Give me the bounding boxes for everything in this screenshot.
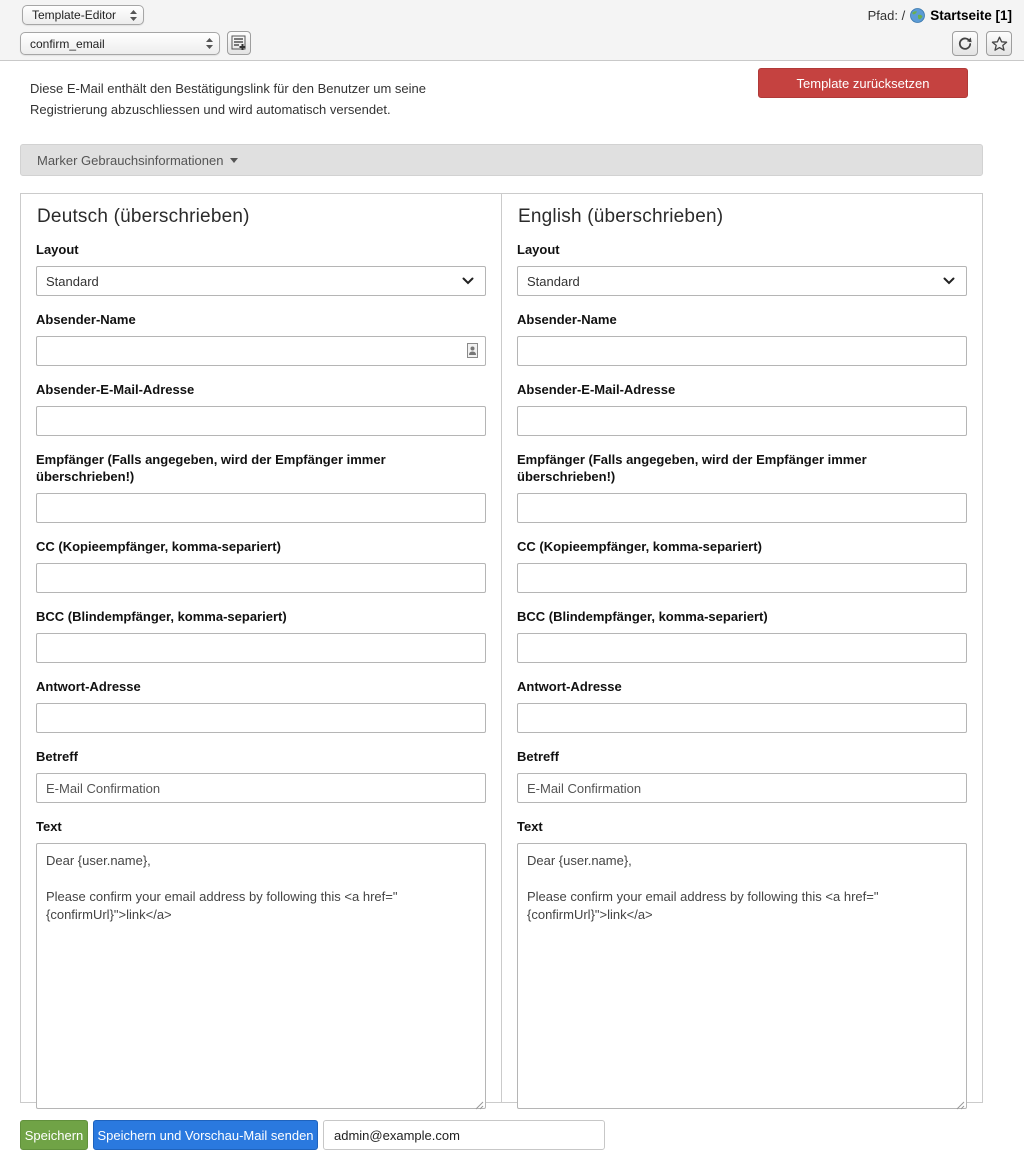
description-line-1: Diese E-Mail enthält den Bestätigungslink für den Benutzer um seine bbox=[30, 81, 426, 96]
layout-select-value: Standard bbox=[527, 273, 580, 289]
subject-label: Betreff bbox=[517, 749, 559, 764]
page-title[interactable]: Startseite [1] bbox=[930, 8, 1012, 23]
template-description bbox=[30, 78, 490, 120]
module-select[interactable] bbox=[22, 5, 144, 25]
text-label: Text bbox=[517, 819, 543, 834]
bcc-input[interactable] bbox=[517, 633, 967, 663]
sender-name-label: Absender-Name bbox=[517, 312, 617, 327]
chevron-down-icon bbox=[943, 277, 955, 285]
bcc-label: BCC (Blindempfänger, komma-separiert) bbox=[517, 609, 768, 624]
save-preview-button[interactable]: Speichern und Vorschau-Mail senden bbox=[93, 1120, 318, 1150]
reply-to-label: Antwort-Adresse bbox=[517, 679, 622, 694]
column-deutsch bbox=[21, 194, 502, 1102]
select-updown-icon bbox=[129, 9, 138, 22]
reset-template-button[interactable]: Template zurücksetzen bbox=[758, 68, 968, 98]
layout-label: Layout bbox=[517, 242, 560, 257]
layout-select[interactable] bbox=[517, 266, 967, 296]
globe-icon bbox=[910, 8, 925, 23]
select-updown-icon bbox=[205, 37, 214, 50]
cc-input[interactable] bbox=[517, 563, 967, 593]
star-icon bbox=[991, 36, 1008, 52]
layout-field bbox=[517, 241, 967, 296]
layout-select[interactable] bbox=[36, 266, 486, 296]
cc-label: CC (Kopieempfänger, komma-separiert) bbox=[36, 539, 281, 554]
bookmark-button[interactable] bbox=[986, 31, 1012, 56]
text-label: Text bbox=[36, 819, 62, 834]
reply-to-input[interactable] bbox=[36, 703, 486, 733]
bcc-label: BCC (Blindempfänger, komma-separiert) bbox=[36, 609, 287, 624]
cc-label: CC (Kopieempfänger, komma-separiert) bbox=[517, 539, 762, 554]
layout-label: Layout bbox=[36, 242, 79, 257]
new-template-button[interactable] bbox=[227, 31, 251, 55]
subject-input[interactable] bbox=[517, 773, 967, 803]
breadcrumb bbox=[868, 8, 1012, 23]
subject-input[interactable] bbox=[36, 773, 486, 803]
description-line-2: Registrierung abzuschliessen und wird automatisch versendet. bbox=[30, 102, 391, 117]
sender-name-input[interactable] bbox=[517, 336, 967, 366]
chevron-down-icon bbox=[462, 277, 474, 285]
caret-down-icon bbox=[230, 158, 238, 163]
save-button[interactable]: Speichern bbox=[20, 1120, 88, 1150]
cc-input[interactable] bbox=[36, 563, 486, 593]
layout-field bbox=[36, 241, 486, 296]
reply-to-input[interactable] bbox=[517, 703, 967, 733]
sender-name-label: Absender-Name bbox=[36, 312, 136, 327]
path-label: Pfad: / bbox=[867, 8, 906, 23]
column-english bbox=[502, 194, 982, 1102]
recipient-input[interactable] bbox=[517, 493, 967, 523]
layout-select-value: Standard bbox=[46, 273, 99, 289]
template-select[interactable] bbox=[20, 32, 220, 55]
template-select-value: confirm_email bbox=[30, 36, 105, 51]
column-heading: Deutsch (überschrieben) bbox=[37, 206, 250, 227]
module-select-value: Template-Editor bbox=[32, 8, 117, 22]
recipient-label: Empfänger (Falls angegeben, wird der Empfänger immer überschrieben!) bbox=[517, 452, 867, 484]
new-template-icon bbox=[231, 35, 247, 51]
sender-email-input[interactable] bbox=[36, 406, 486, 436]
marker-info-dropdown[interactable] bbox=[20, 144, 983, 176]
recipient-label: Empfänger (Falls angegeben, wird der Empfänger immer überschrieben!) bbox=[36, 452, 386, 484]
email-text-textarea[interactable] bbox=[36, 843, 486, 1109]
refresh-button[interactable] bbox=[952, 31, 978, 56]
sender-name-input[interactable] bbox=[36, 336, 486, 366]
sender-email-label: Absender-E-Mail-Adresse bbox=[517, 382, 676, 397]
footer-actions bbox=[20, 1120, 605, 1150]
sender-email-input[interactable] bbox=[517, 406, 967, 436]
subject-label: Betreff bbox=[36, 749, 78, 764]
refresh-icon bbox=[957, 36, 973, 52]
top-toolbar bbox=[0, 0, 1024, 61]
recipient-input[interactable] bbox=[36, 493, 486, 523]
marker-info-label: Marker Gebrauchsinformationen bbox=[37, 152, 224, 168]
sender-email-label: Absender-E-Mail-Adresse bbox=[36, 382, 195, 397]
language-columns bbox=[20, 193, 983, 1103]
column-heading: English (überschrieben) bbox=[518, 206, 724, 227]
preview-email-input[interactable] bbox=[323, 1120, 605, 1150]
reply-to-label: Antwort-Adresse bbox=[36, 679, 141, 694]
bcc-input[interactable] bbox=[36, 633, 486, 663]
email-text-textarea[interactable] bbox=[517, 843, 967, 1109]
